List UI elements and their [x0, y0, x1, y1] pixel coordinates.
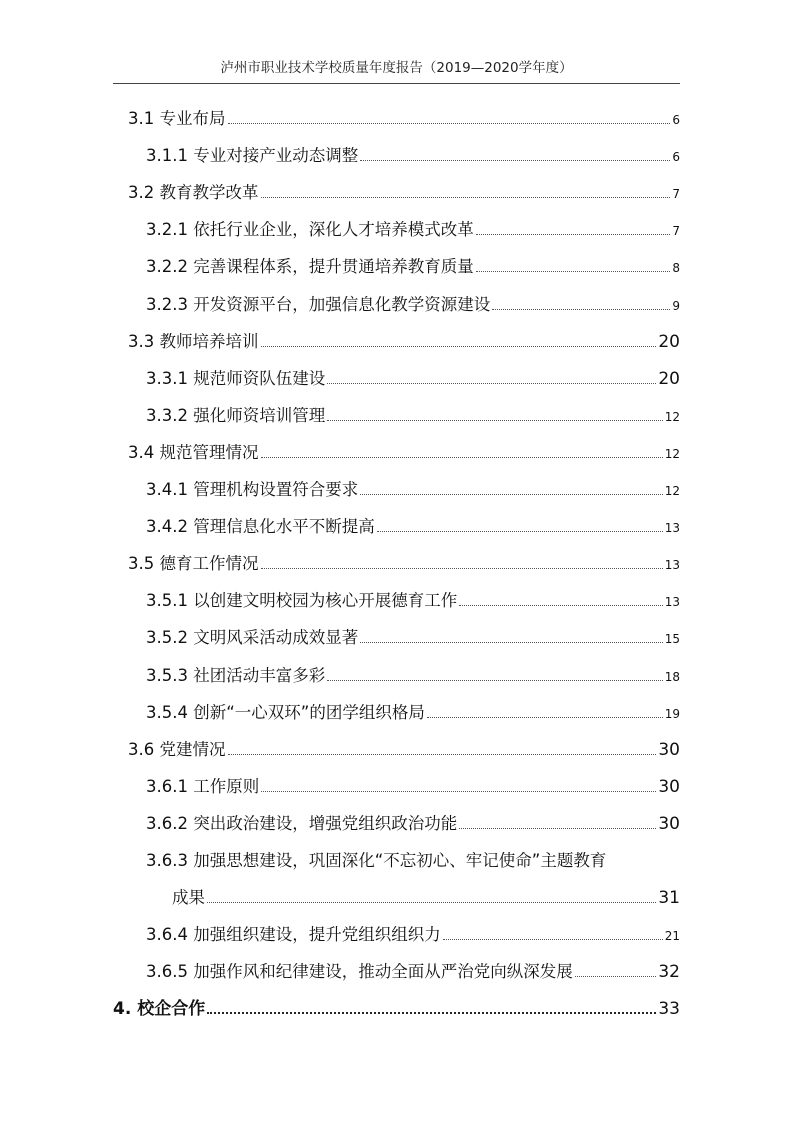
toc-entry[interactable]	[146, 252, 680, 278]
toc-page-number: 7	[672, 187, 680, 202]
toc-page-number: 18	[664, 669, 680, 684]
toc-leader-dots	[360, 642, 662, 643]
toc-entry[interactable]	[146, 957, 680, 983]
toc-leader-dots	[377, 531, 663, 532]
toc-page-number: 6	[672, 150, 680, 165]
toc-entry-title: 3.4.2 管理信息化水平不断提高	[146, 517, 375, 537]
toc-leader-dots	[476, 234, 671, 235]
toc-page-number: 33	[658, 999, 680, 1020]
toc-leader-dots	[327, 420, 662, 421]
toc-entry[interactable]	[172, 883, 680, 909]
toc-leader-dots	[207, 902, 656, 903]
toc-leader-dots	[228, 123, 671, 124]
toc-page-number: 8	[672, 261, 680, 276]
toc-entry-title: 3.2.2 完善课程体系，提升贯通培养教育质量	[146, 257, 474, 277]
toc-entry-title: 3.6.2 突出政治建设，增强党组织政治功能	[146, 813, 458, 833]
toc-entry-title: 3.6.5 加强作风和纪律建设，推动全面从严治党向纵深发展	[146, 962, 573, 982]
toc-entry[interactable]	[146, 512, 680, 538]
toc-leader-dots	[327, 383, 656, 384]
toc-entry-title: 3.1 专业布局	[128, 109, 226, 128]
toc-entry[interactable]	[128, 327, 680, 353]
toc-entry[interactable]	[128, 549, 680, 575]
toc-entry-title: 3.5.2 文明风采活动成效显著	[146, 628, 359, 648]
toc-leader-dots	[261, 457, 663, 458]
toc-leader-dots	[207, 1012, 656, 1014]
toc-entry[interactable]	[146, 141, 680, 167]
toc-page-number: 20	[658, 331, 680, 352]
toc-page-number: 20	[658, 368, 680, 389]
toc-page-number: 7	[672, 224, 680, 239]
toc-entry[interactable]	[113, 994, 680, 1020]
toc-page-number: 31	[658, 888, 680, 909]
toc-entry[interactable]	[146, 215, 680, 241]
toc-page-number: 9	[672, 298, 680, 313]
toc-page-number: 30	[658, 813, 680, 834]
toc-entry-title: 3.3.2 强化师资培训管理	[146, 405, 326, 425]
toc-entry[interactable]	[128, 438, 680, 464]
toc-leader-dots	[459, 605, 662, 606]
toc-page-number: 13	[664, 521, 680, 536]
toc-entry[interactable]	[146, 586, 680, 612]
toc-entry-title: 3.5 德育工作情况	[128, 554, 259, 574]
toc-leader-dots	[261, 346, 657, 347]
toc-leader-dots	[443, 939, 663, 940]
toc-page-number: 13	[664, 595, 680, 610]
toc-page-number: 12	[664, 446, 680, 461]
toc-leader-dots	[360, 160, 670, 161]
toc-page-number: 6	[672, 113, 680, 127]
toc-entry-title: 成果	[172, 888, 205, 908]
toc-entry-title: 3.4 规范管理情况	[128, 442, 259, 462]
toc-entry-title: 3.6 党建情况	[128, 739, 226, 759]
toc-leader-dots	[360, 494, 662, 495]
toc-entry[interactable]	[146, 475, 680, 501]
toc-page-number: 12	[664, 484, 680, 498]
toc-entry-title: 3.5.1 以创建文明校园为核心开展德育工作	[146, 591, 458, 611]
toc-entry-title: 3.2 教育教学改革	[128, 183, 259, 203]
toc-entry-title: 3.2.3 开发资源平台，加强信息化教学资源建设	[146, 294, 491, 314]
toc-page-number: 30	[658, 739, 680, 760]
toc-entry-title: 3.6.1 工作原则	[146, 776, 260, 796]
toc-entry[interactable]	[146, 809, 680, 835]
toc-entry-title: 3.3.1 规范师资队伍建设	[146, 368, 326, 388]
toc-entry-title: 4. 校企合作	[113, 999, 206, 1020]
toc-entry[interactable]	[146, 364, 680, 390]
toc-page-number: 12	[664, 409, 680, 424]
toc-leader-dots	[261, 197, 671, 198]
page-header: 泸州市职业技术学校质量年度报告（2019—2020学年度）	[220, 60, 573, 76]
toc-entry-title[interactable]: 3.6.3 加强思想建设，巩固深化“不忘初心、牢记使命”主题教育	[146, 851, 607, 870]
toc-leader-dots	[261, 791, 656, 792]
toc-entry[interactable]	[146, 623, 680, 649]
toc-entry-title: 3.4.1 管理机构设置符合要求	[146, 480, 359, 499]
toc-entry-title: 3.3 教师培养培训	[128, 331, 259, 351]
toc-leader-dots	[261, 568, 663, 569]
toc-page-number: 30	[658, 776, 680, 797]
toc-entry-title: 3.2.1 依托行业企业，深化人才培养模式改革	[146, 220, 474, 240]
toc-leader-dots	[575, 976, 657, 977]
toc-page-number: 19	[664, 706, 680, 721]
toc-entry[interactable]	[146, 661, 680, 687]
toc-leader-dots	[476, 271, 671, 272]
toc-page-number: 32	[658, 962, 680, 983]
toc-entry[interactable]	[128, 178, 680, 204]
toc-entry-title: 3.5.3 社团活动丰富多彩	[146, 665, 326, 685]
toc-leader-dots	[492, 309, 670, 310]
toc-entry[interactable]	[128, 735, 680, 761]
toc-entry-title: 3.1.1 专业对接产业动态调整	[146, 146, 359, 166]
toc-entry[interactable]	[146, 290, 680, 316]
toc-entry[interactable]	[128, 104, 680, 130]
toc-leader-dots	[427, 717, 663, 718]
toc-page-number: 15	[664, 632, 680, 647]
toc-entry[interactable]	[146, 920, 680, 946]
toc-entry-title: 3.5.4 创新“一心双环”的团学组织格局	[146, 702, 425, 722]
toc-entry[interactable]	[146, 772, 680, 798]
toc-leader-dots	[327, 680, 662, 681]
toc-leader-dots	[228, 754, 657, 755]
toc-page-number: 13	[664, 558, 680, 573]
toc-entry[interactable]	[146, 698, 680, 724]
toc-page-number: 21	[664, 929, 680, 944]
toc-entry[interactable]	[146, 401, 680, 427]
toc-leader-dots	[459, 828, 656, 829]
toc-entry-title: 3.6.4 加强组织建设，提升党组织组织力	[146, 925, 441, 945]
